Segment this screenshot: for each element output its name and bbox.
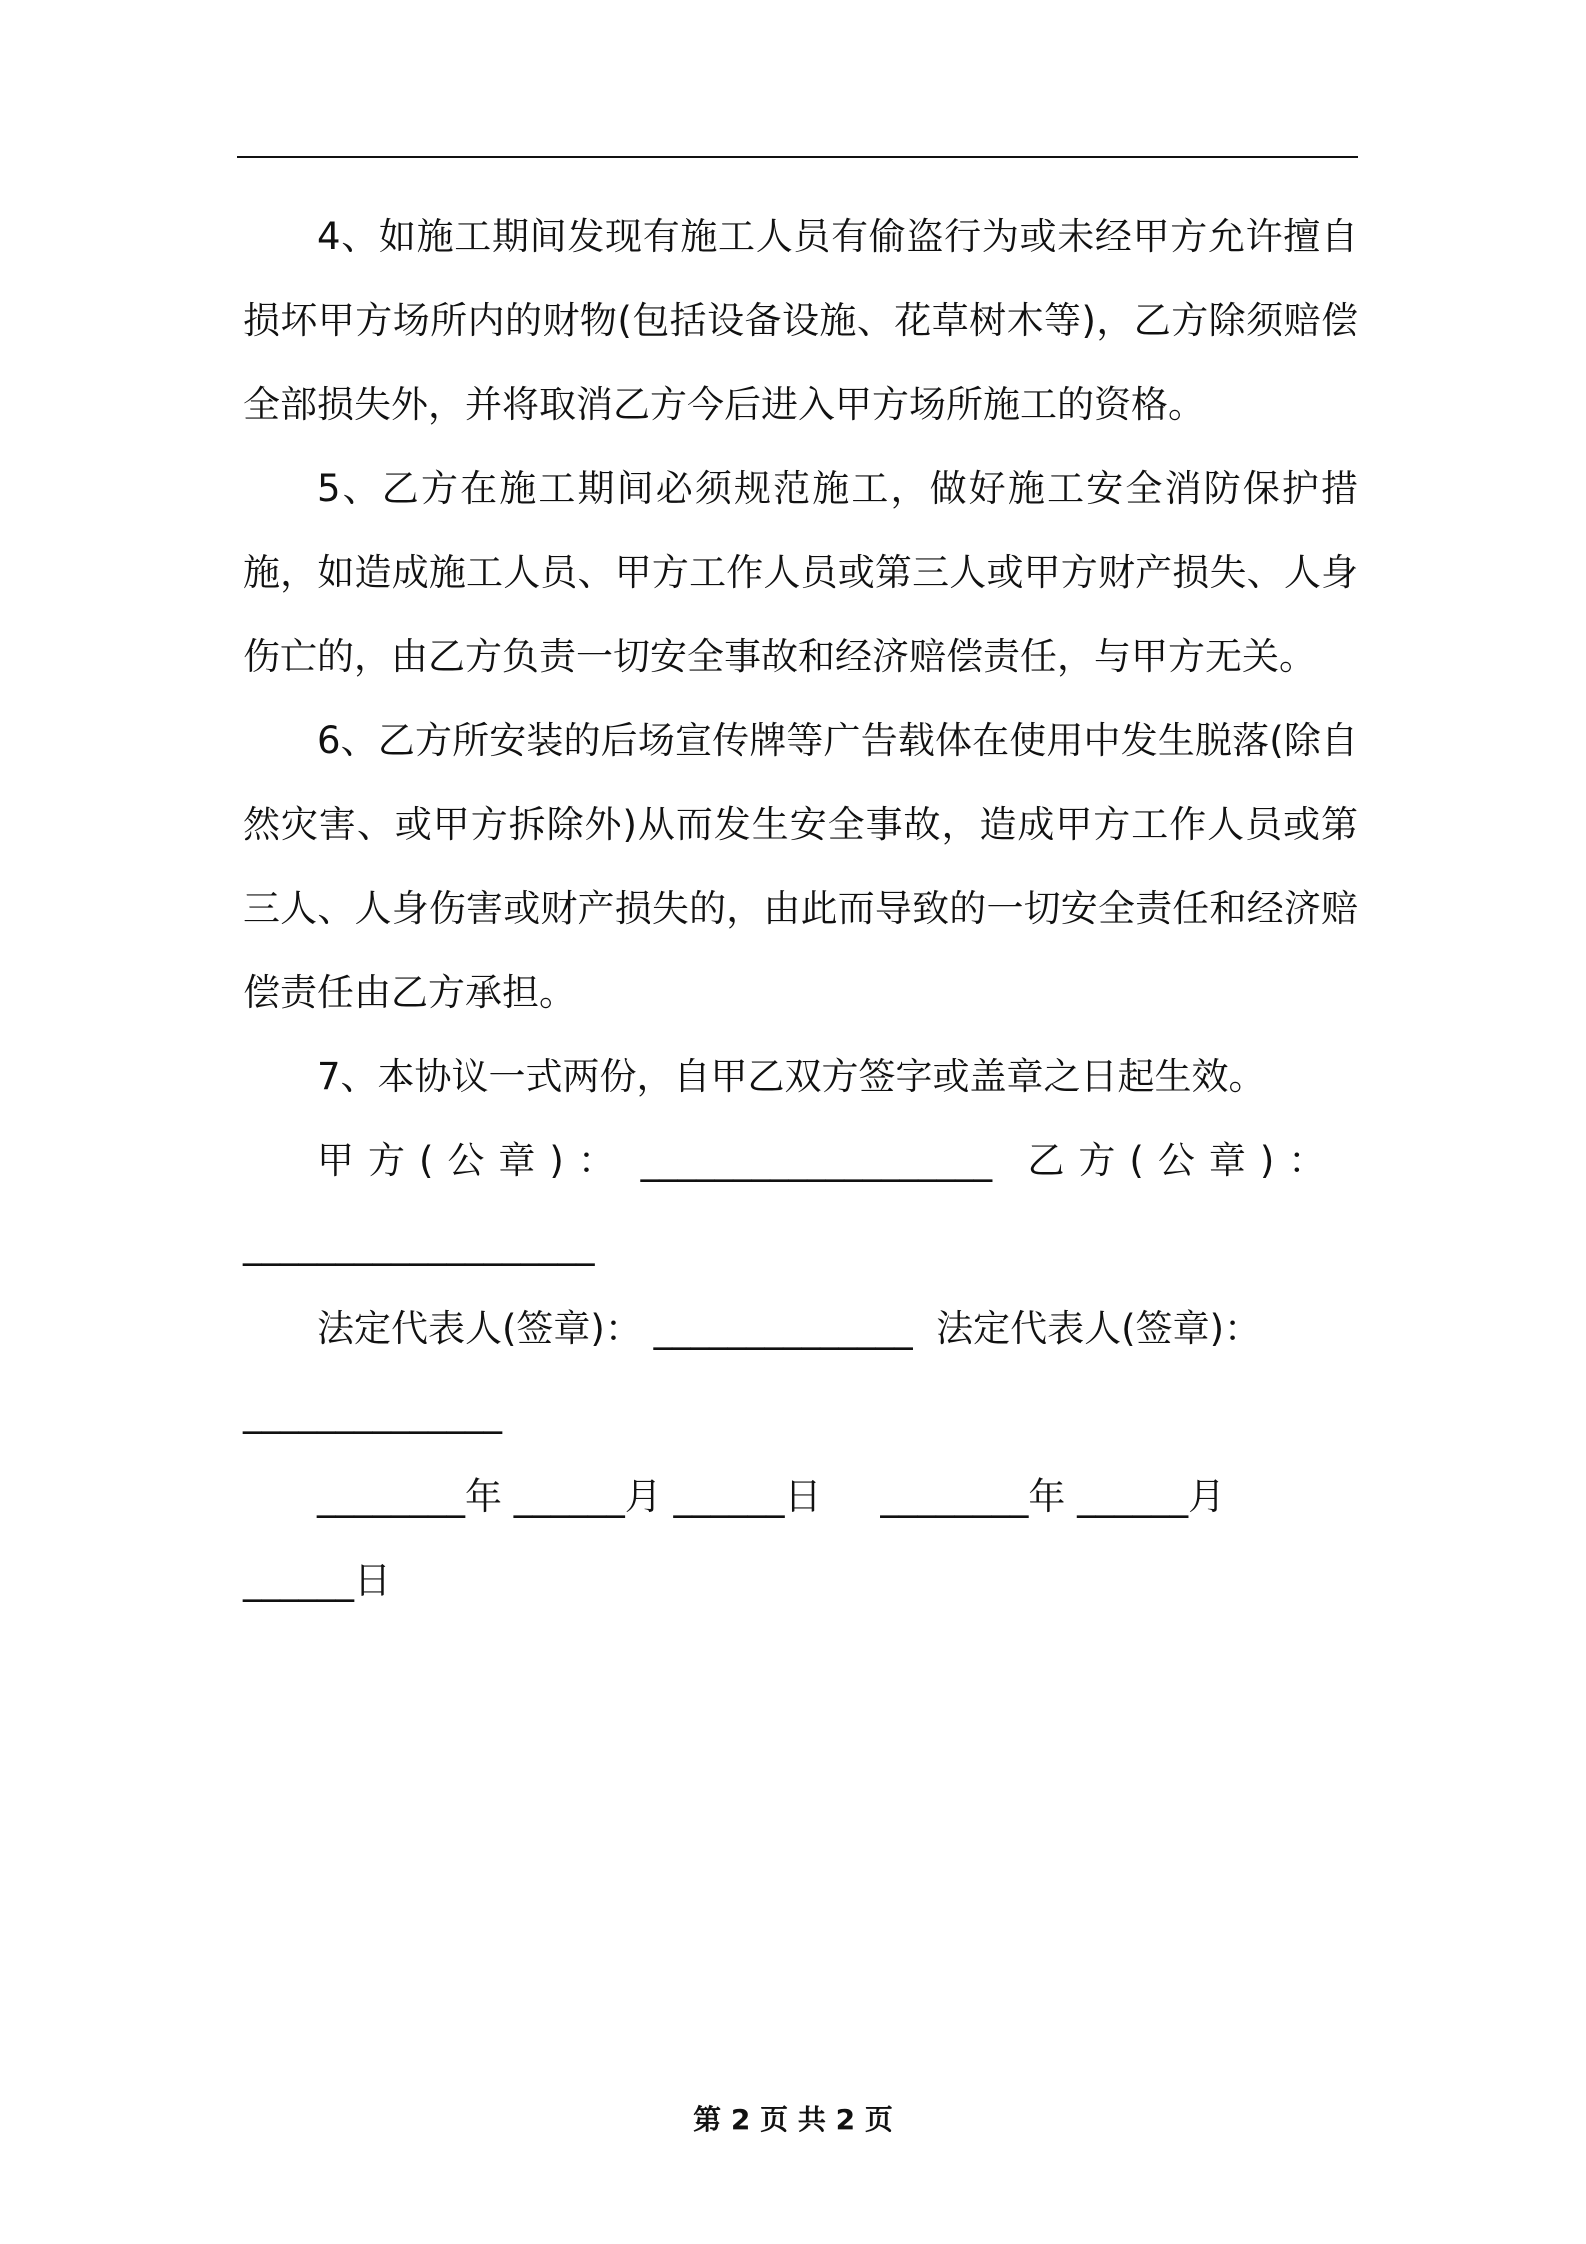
party-b-rep-label: 法定代表人(签章)： xyxy=(936,1307,1262,1350)
clause-4: 4、如施工期间发现有施工人员有偷盗行为或未经甲方允许擅自损坏甲方场所内的财物(包括设备设施、花草树木等)，乙方除须赔偿全部损失外，并将取消乙方今后进入甲方场所施工的资格。 xyxy=(243,215,1358,426)
page-number: 第 2 页 共 2 页 xyxy=(693,2103,893,2136)
party-a-seal-label: 甲方(公章)： xyxy=(317,1139,629,1182)
party-a-rep-label: 法定代表人(签章)： xyxy=(317,1307,642,1350)
party-b-seal-label: 乙方(公章)： xyxy=(1027,1139,1340,1182)
clause-7: 7、本协议一式两份，自甲乙双方签字或盖章之日起生效。 xyxy=(317,1055,1266,1098)
document-body xyxy=(243,195,1358,1623)
header-rule xyxy=(237,156,1358,158)
party-seal-line xyxy=(243,1119,1358,1203)
party-a-date: ________年 ______月 ______日 xyxy=(317,1475,822,1518)
clause-6: 6、乙方所安装的后场宣传牌等广告载体在使用中发生脱落(除自然灾害、或甲方拆除外)从而发生安全事故，造成甲方工作人员或第三人、人身伤害或财产损失的，由此而导致的一切安全责任和经济赔偿责任由乙方承担。 xyxy=(243,719,1358,1014)
party-a-seal-blank: ___________________ xyxy=(640,1139,993,1182)
clause-5: 5、乙方在施工期间必须规范施工，做好施工安全消防保护措施，如造成施工人员、甲方工作人员或第三人或甲方财产损失、人身伤亡的，由乙方负责一切安全事故和经济赔偿责任，与甲方无关。 xyxy=(243,467,1358,678)
representative-line xyxy=(243,1287,1358,1371)
party-b-date: ________年 ______月 xyxy=(880,1475,1226,1518)
party-b-rep-blank: ______________ xyxy=(243,1391,502,1434)
party-b-date-day: ______日 xyxy=(243,1559,391,1602)
date-line xyxy=(243,1455,1358,1539)
party-b-seal-blank: ___________________ xyxy=(243,1223,595,1266)
party-a-rep-blank: ______________ xyxy=(653,1307,913,1350)
